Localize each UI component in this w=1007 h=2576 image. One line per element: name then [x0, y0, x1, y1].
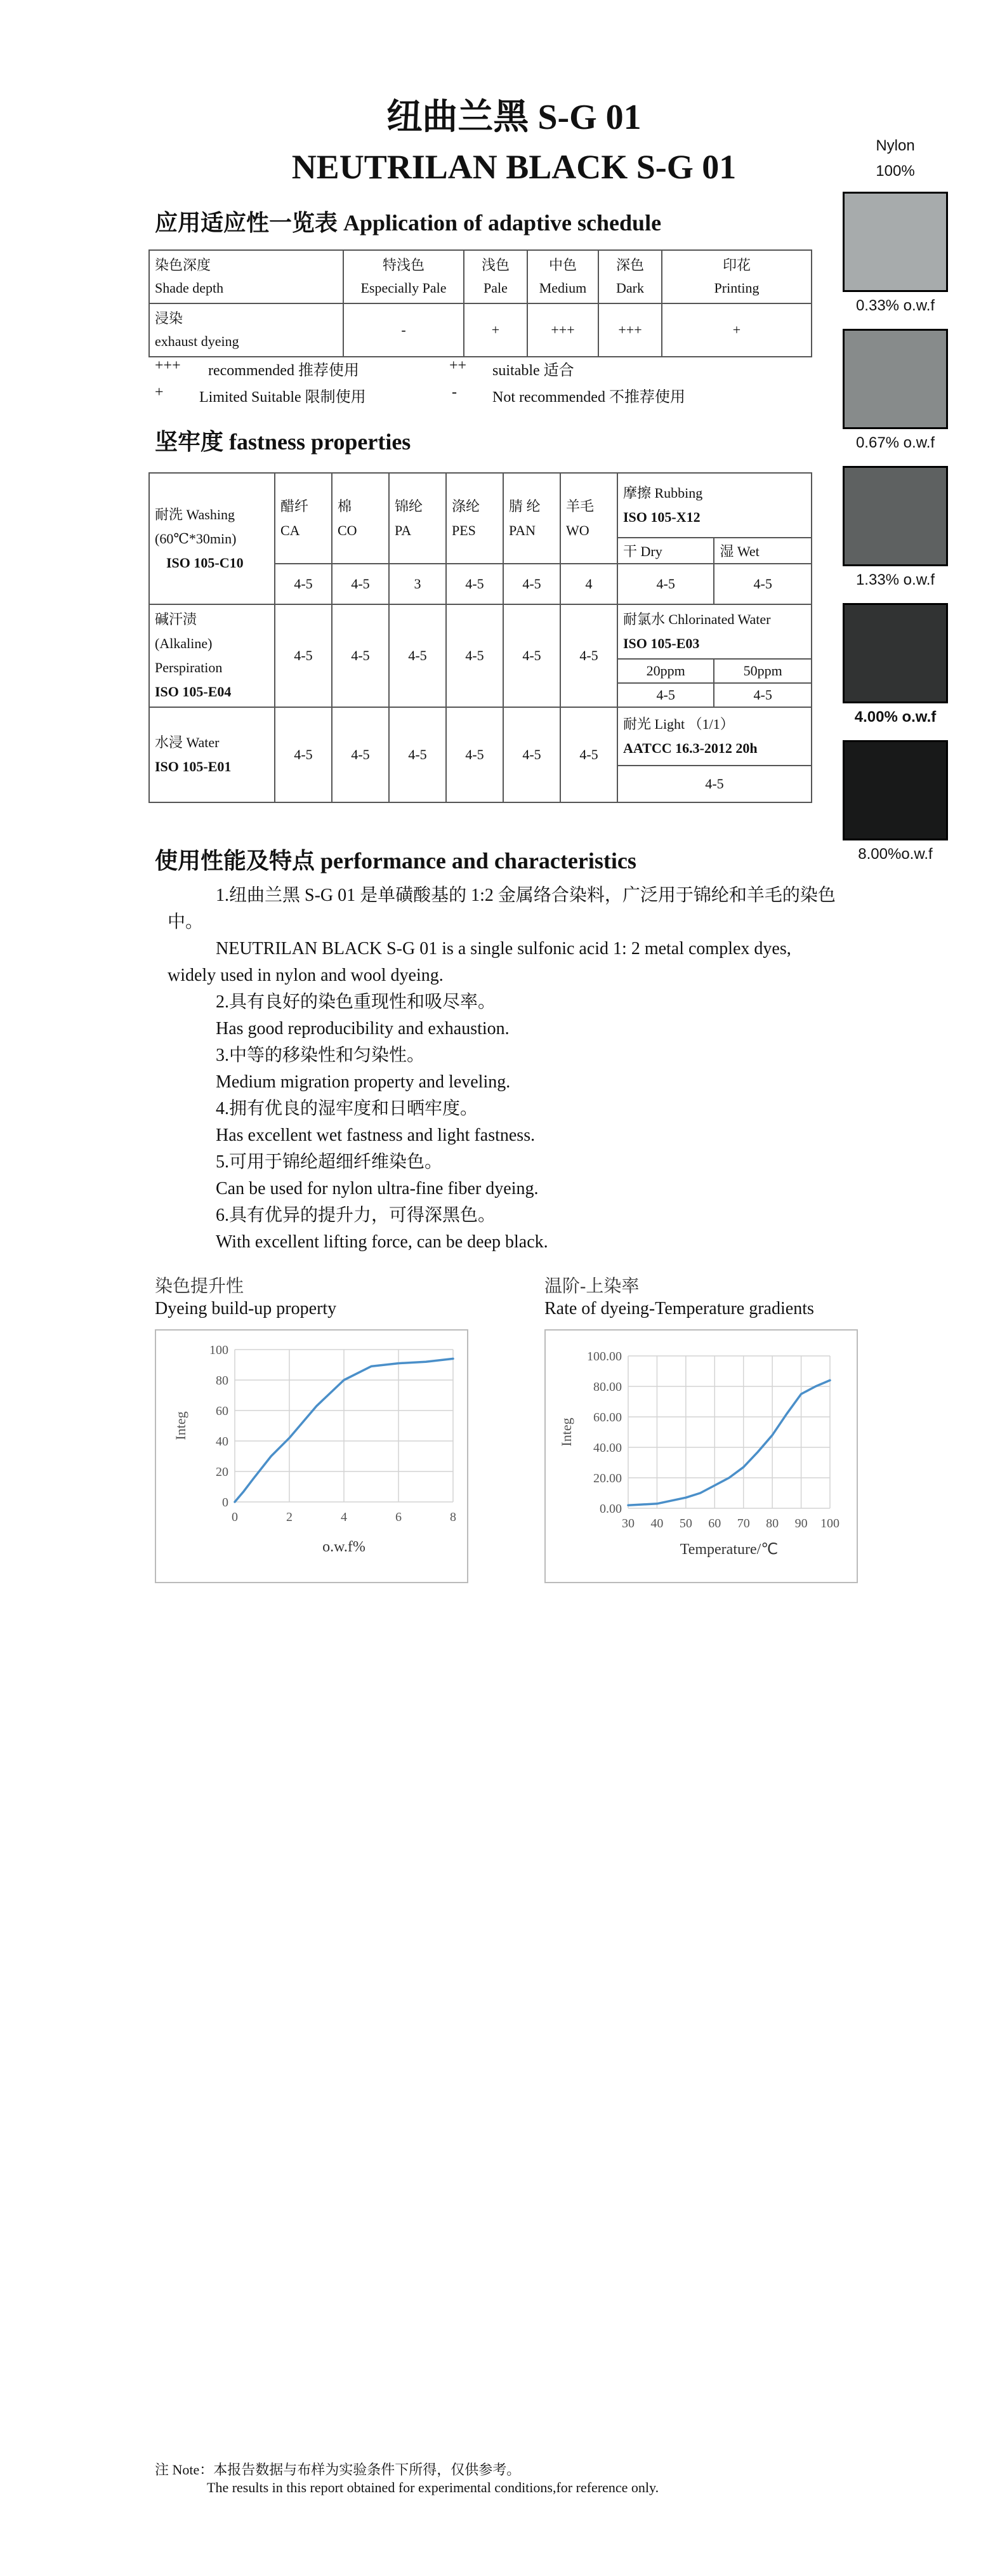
x-tick-label: 100	[820, 1517, 839, 1530]
light-label: 耐光 Light （1/1）	[623, 716, 734, 732]
val-dark: +++	[598, 303, 662, 357]
buildup-chart	[155, 1329, 468, 1583]
washing-co: 4-5	[332, 564, 389, 604]
perf-p5-cn: 5.可用于锦纶超细纤维染色。	[216, 1152, 443, 1172]
fiber-co-cn: 棉	[338, 498, 352, 514]
rubbing-dry-value: 4-5	[617, 564, 714, 604]
col-medium-cn: 中色	[548, 257, 577, 273]
temperature-title-cn: 温阶-上染率	[544, 1277, 640, 1296]
fiber-wo-en: WO	[566, 522, 589, 538]
water-pes: 4-5	[446, 707, 503, 802]
title-chinese: 纽曲兰黑 S-G 01	[386, 98, 642, 137]
fiber-co-en: CO	[338, 522, 357, 538]
perspiration-pa: 4-5	[389, 604, 446, 707]
fiber-pan-cn: 腈 纶	[509, 498, 541, 514]
x-tick-label: 60	[708, 1517, 721, 1530]
x-axis-label: Temperature/℃	[680, 1541, 779, 1558]
perf-p1-cn: 1.纽曲兰黑 S-G 01 是单磺酸基的 1:2 金属络合染料，广泛用于锦纶和羊毛的染色	[216, 886, 836, 905]
note-line-cn: 注 Note：本报告数据与布样为实验条件下所得，仅供参考。	[155, 2462, 521, 2478]
perspiration-co: 4-5	[332, 604, 389, 707]
x-tick-label: 4	[341, 1510, 347, 1524]
x-tick-label: 2	[286, 1510, 293, 1524]
swatch-3	[843, 466, 948, 566]
legend-limited-text: Limited Suitable 限制使用	[199, 389, 366, 406]
fiber-pa-cn: 锦纶	[395, 498, 423, 514]
x-tick-label: 40	[650, 1517, 664, 1530]
rubbing-wet: 湿 Wet	[714, 538, 812, 564]
swatch-1	[843, 192, 948, 292]
row-exhaust-cn: 浸染	[155, 310, 183, 326]
y-tick-label: 60	[216, 1404, 228, 1418]
fiber-pes-cn: 涤纶	[452, 498, 480, 514]
perf-p2-cn: 2.具有良好的染色重现性和吸尽率。	[216, 992, 496, 1012]
perf-p3-cn: 3.中等的移染性和匀染性。	[216, 1046, 425, 1065]
y-tick-label: 40	[216, 1435, 228, 1449]
y-tick-label: 20.00	[593, 1471, 622, 1485]
y-axis-label: Integ	[173, 1411, 188, 1440]
rubbing-standard: ISO 105-X12	[623, 509, 701, 525]
legend-recommended-symbol: +++	[155, 357, 181, 374]
washing-wo: 4	[560, 564, 617, 604]
swatch-label-1: 0.33% o.w.f	[855, 297, 935, 314]
perspiration-pan: 4-5	[503, 604, 560, 707]
val-pale: +	[464, 303, 527, 357]
fiber-pes-en: PES	[452, 522, 476, 538]
water-co: 4-5	[332, 707, 389, 802]
perf-p6-en: With excellent lifting force, can be deep black.	[216, 1232, 548, 1252]
val-epale: -	[343, 303, 464, 357]
val-medium: +++	[527, 303, 598, 357]
perspiration-label-cn: 碱汗渍	[155, 611, 197, 627]
water-ca: 4-5	[275, 707, 332, 802]
swatch-2	[843, 329, 948, 429]
perspiration-wo: 4-5	[560, 604, 617, 707]
light-standard: AATCC 16.3-2012 20h	[623, 740, 758, 756]
shade-depth-en: Shade depth	[155, 280, 224, 296]
chlorinated-label: 耐氯水 Chlorinated Water	[623, 611, 771, 627]
fastness-table	[148, 472, 812, 803]
washing-ca: 4-5	[275, 564, 332, 604]
col-dark-cn: 深色	[615, 257, 644, 273]
chlorinated-20ppm-value: 4-5	[617, 683, 714, 707]
y-axis-label: Integ	[558, 1417, 574, 1447]
shade-depth-cn: 染色深度	[155, 257, 211, 273]
perf-p3-en: Medium migration property and leveling.	[216, 1072, 511, 1092]
fiber-wo-cn: 羊毛	[566, 498, 595, 514]
y-tick-label: 80.00	[593, 1380, 622, 1394]
perf-p1-en: NEUTRILAN BLACK S-G 01 is a single sulfonic acid 1: 2 metal complex dyes,	[216, 939, 791, 959]
rubbing-label: 摩擦 Rubbing	[623, 485, 703, 501]
fiber-pan-en: PAN	[509, 522, 536, 538]
col-pale-cn: 浅色	[481, 257, 510, 273]
y-tick-label: 100.00	[587, 1350, 622, 1364]
fastness-heading: 坚牢度 fastness properties	[155, 429, 411, 455]
water-pan: 4-5	[503, 707, 560, 802]
perf-p1-cn2: 中。	[168, 912, 204, 932]
x-tick-label: 70	[737, 1517, 750, 1530]
chlorinated-50ppm: 50ppm	[714, 659, 812, 683]
buildup-chart-svg	[156, 1331, 467, 1582]
perf-p5-en: Can be used for nylon ultra-fine fiber dyeing.	[216, 1179, 539, 1198]
x-axis-label: o.w.f%	[322, 1539, 365, 1555]
temperature-title-en: Rate of dyeing-Temperature gradients	[544, 1299, 814, 1318]
perspiration-pes: 4-5	[446, 604, 503, 707]
light-value: 4-5	[617, 766, 812, 802]
x-tick-label: 80	[766, 1517, 779, 1530]
perspiration-alkaline: (Alkaline)	[155, 635, 213, 651]
col-medium-en: Medium	[539, 280, 587, 296]
washing-pa: 3	[389, 564, 446, 604]
perf-p2-en: Has good reproducibility and exhaustion.	[216, 1019, 510, 1039]
y-tick-label: 80	[216, 1374, 228, 1388]
legend-suitable-symbol: ++	[449, 357, 467, 374]
series-line	[628, 1380, 830, 1505]
col-print-en: Printing	[714, 280, 760, 296]
temperature-chart	[544, 1329, 858, 1583]
washing-pes: 4-5	[446, 564, 503, 604]
perf-p4-cn: 4.拥有优良的湿牢度和日晒牢度。	[216, 1099, 478, 1119]
x-tick-label: 50	[679, 1517, 692, 1530]
washing-standard: ISO 105-C10	[166, 554, 244, 571]
perf-p1-en2: widely used in nylon and wool dyeing.	[168, 966, 444, 985]
performance-heading: 使用性能及特点 performance and characteristics	[155, 848, 636, 873]
x-tick-label: 6	[395, 1510, 402, 1524]
water-pa: 4-5	[389, 707, 446, 802]
col-dark-en: Dark	[616, 280, 644, 296]
row-exhaust-en: exhaust dyeing	[155, 333, 239, 349]
fiber-ca-en: CA	[280, 522, 300, 538]
swatch-label-2: 0.67% o.w.f	[855, 434, 935, 451]
perspiration-standard: ISO 105-E04	[155, 684, 232, 700]
perf-p6-cn: 6.具有优异的提升力，可得深黑色。	[216, 1205, 496, 1225]
washing-label: 耐洗 Washing	[155, 506, 235, 522]
y-tick-label: 100	[209, 1343, 228, 1357]
buildup-title-cn: 染色提升性	[155, 1277, 244, 1296]
swatch-4	[843, 603, 948, 703]
water-standard: ISO 105-E01	[155, 759, 232, 774]
application-heading: 应用适应性一览表 Application of adaptive schedule	[155, 210, 662, 236]
y-tick-label: 20	[216, 1465, 228, 1479]
perspiration-label-en: Perspiration	[155, 660, 223, 675]
y-tick-label: 40.00	[593, 1441, 622, 1455]
note-line-en: The results in this report obtained for experimental conditions,for reference only.	[207, 2480, 659, 2495]
col-epale-en: Especially Pale	[360, 280, 447, 296]
swatch-label-5: 8.00%o.w.f	[858, 846, 933, 863]
swatch-label-3: 1.33% o.w.f	[855, 571, 935, 588]
legend-not-recommended-symbol: -	[452, 384, 457, 401]
chlorinated-standard: ISO 105-E03	[623, 635, 700, 651]
fiber-ca-cn: 醋纤	[280, 498, 309, 514]
rubbing-wet-value: 4-5	[714, 564, 812, 604]
water-wo: 4-5	[560, 707, 617, 802]
x-tick-label: 0	[232, 1510, 238, 1524]
val-print: +	[662, 303, 812, 357]
col-epale-cn: 特浅色	[382, 257, 425, 273]
rubbing-dry: 干 Dry	[617, 538, 714, 564]
chlorinated-50ppm-value: 4-5	[714, 683, 812, 707]
perf-p4-en: Has excellent wet fastness and light fastness.	[216, 1125, 536, 1145]
col-print-cn: 印花	[722, 257, 751, 273]
x-tick-label: 8	[450, 1510, 456, 1524]
legend-suitable-text: suitable 适合	[492, 362, 574, 379]
y-tick-label: 60.00	[593, 1411, 622, 1424]
temperature-chart-svg	[546, 1331, 857, 1582]
title-english: NEUTRILAN BLACK S-G 01	[291, 148, 737, 186]
washing-condition: (60℃*30min)	[155, 530, 237, 547]
col-pale-en: Pale	[484, 280, 508, 296]
legend-limited-symbol: +	[155, 384, 164, 401]
buildup-title-en: Dyeing build-up property	[155, 1299, 337, 1318]
x-tick-label: 30	[622, 1517, 635, 1530]
nylon-percent: 100%	[876, 163, 915, 180]
x-tick-label: 90	[794, 1517, 808, 1530]
perspiration-ca: 4-5	[275, 604, 332, 707]
y-tick-label: 0.00	[600, 1502, 622, 1516]
application-table	[148, 249, 812, 357]
swatch-label-4: 4.00% o.w.f	[854, 708, 937, 726]
water-label: 水浸 Water	[155, 734, 220, 750]
legend-not-recommended-text: Not recommended 不推荐使用	[492, 389, 685, 406]
washing-pan: 4-5	[503, 564, 560, 604]
y-tick-label: 0	[222, 1496, 228, 1510]
fiber-pa-en: PA	[395, 522, 412, 538]
nylon-label: Nylon	[876, 137, 915, 154]
chlorinated-20ppm: 20ppm	[617, 659, 714, 683]
legend-recommended-text: recommended 推荐使用	[208, 362, 359, 379]
swatch-5	[843, 740, 948, 840]
